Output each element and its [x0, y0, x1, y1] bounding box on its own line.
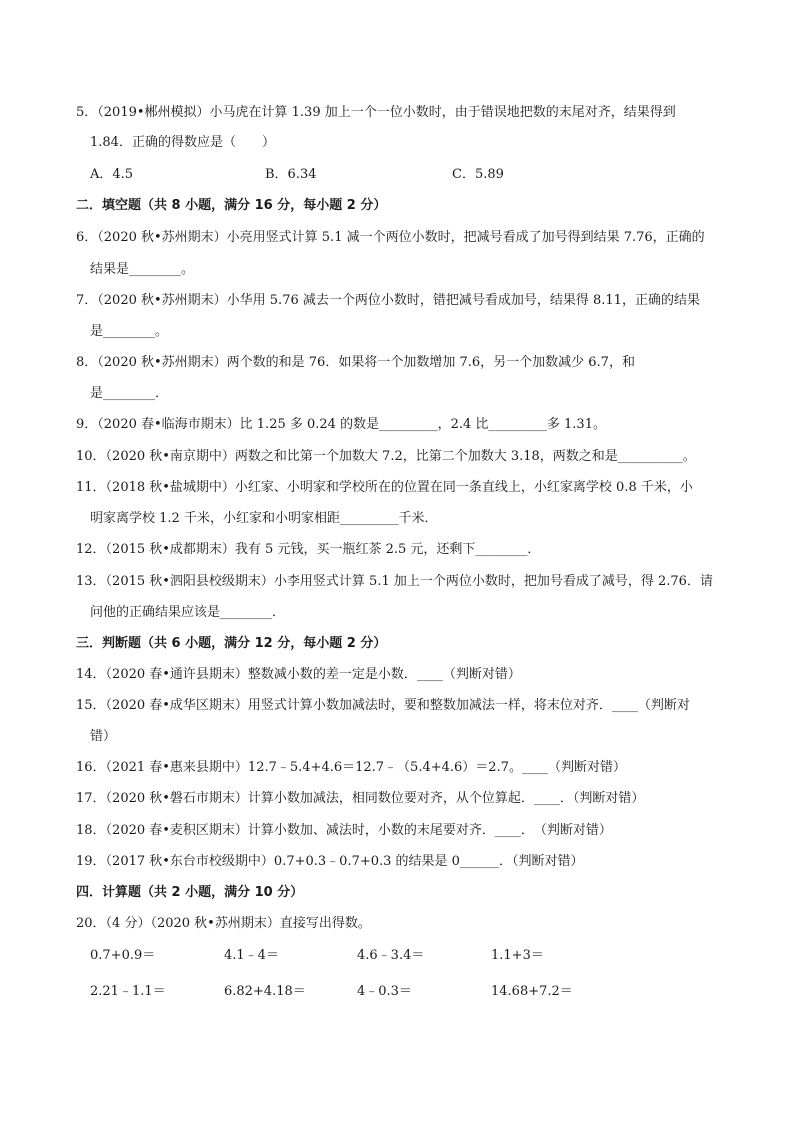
- question-8-line-2: 是________．: [90, 386, 169, 401]
- calc-item: 1.1+3＝: [491, 948, 544, 963]
- question-15-line-2: 错）: [90, 729, 117, 744]
- question-17: 17．（2020 秋•磐石市期末）计算小数加减法，相同数位要对齐，从个位算起．____．（判断对错）: [76, 791, 645, 806]
- calc-item: 4.1﹣4＝: [224, 948, 279, 963]
- calc-item: 4﹣0.3＝: [357, 984, 412, 999]
- question-13-line-1: 13．（2015 秋•泗阳县校级期末）小李用竖式计算 5.1 加上一个两位小数时，把加号看成了减号，得 2.76．请: [76, 574, 713, 589]
- question-16: 16．（2021 春•惠来县期中）12.7﹣5.4+4.6＝12.7﹣（5.4+4.6）＝2.7。____（判断对错）: [76, 760, 626, 775]
- question-7-line-1: 7．（2020 秋•苏州期末）小华用 5.76 减去一个两位小数时，错把减号看成加号，结果得 8.11，正确的结果: [76, 293, 700, 308]
- question-10: 10．（2020 秋•南京期中）两数之和比第一个加数大 7.2，比第二个加数大 3.18，两数之和是__________。: [76, 449, 696, 464]
- question-8-line-1: 8．（2020 秋•苏州期末）两个数的和是 76．如果将一个加数增加 7.6，另一个加数减少 6.7，和: [76, 355, 635, 370]
- calc-item: 14.68+7.2＝: [491, 984, 573, 999]
- question-9: 9．（2020 春•临海市期末）比 1.25 多 0.24 的数是_________，2.4 比_________多 1.31。: [76, 417, 606, 432]
- question-19: 19．（2017 秋•东台市校级期中）0.7+0.3﹣0.7+0.3 的结果是 0______．（判断对错）: [76, 854, 584, 869]
- question-11-line-2: 明家离学校 1.2 千米，小红家和小明家相距_________千米．: [90, 511, 438, 526]
- question-13-line-2: 问他的正确结果应该是________．: [90, 605, 286, 620]
- question-12: 12．（2015 秋•成都期末）我有 5 元钱，买一瓶红茶 2.5 元，还剩下________．: [76, 542, 541, 557]
- calc-item: 2.21﹣1.1＝: [90, 984, 166, 999]
- question-5-line-2: 1.84．正确的得数应是（ ）: [90, 135, 275, 150]
- question-5-option-a: A．4.5: [90, 167, 134, 182]
- question-15-line-1: 15．（2020 春•成华区期末）用竖式计算小数加减法时，要和整数加减法一样，将末位对齐．____（判断对: [76, 698, 690, 713]
- question-18: 18．（2020 春•麦积区期末）计算小数加、减法时，小数的末尾要对齐．____． （判断对错）: [76, 823, 612, 838]
- section-4-heading: 四．计算题（共 2 小题，满分 10 分）: [76, 885, 304, 900]
- question-6-line-2: 结果是________。: [90, 262, 195, 277]
- question-6-line-1: 6．（2020 秋•苏州期末）小亮用竖式计算 5.1 减一个两位小数时，把减号看成了加号得到结果 7.76，正确的: [76, 230, 705, 245]
- question-7-line-2: 是________。: [90, 324, 169, 339]
- question-20-stem: 20．（4 分）（2020 秋•苏州期末）直接写出得数。: [76, 916, 371, 931]
- calc-item: 0.7+0.9＝: [90, 948, 156, 963]
- section-2-heading: 二．填空题（共 8 小题，满分 16 分，每小题 2 分）: [76, 198, 387, 213]
- question-11-line-1: 11．（2018 秋•盐城期中）小红家、小明家和学校所在的位置在同一条直线上，小红家离学校 0.8 千米，小: [76, 480, 693, 495]
- question-5-line-1: 5．（2019•郴州模拟）小马虎在计算 1.39 加上一个一位小数时，由于错误地把数的末尾对齐，结果得到: [76, 105, 676, 120]
- section-3-heading: 三．判断题（共 6 小题，满分 12 分，每小题 2 分）: [76, 636, 387, 651]
- question-5-option-b: B．6.34: [265, 167, 317, 182]
- question-5-option-c: C．5.89: [452, 167, 504, 182]
- calc-item: 4.6﹣3.4＝: [357, 948, 425, 963]
- calc-item: 6.82+4.18＝: [224, 984, 306, 999]
- question-14: 14．（2020 春•通许县期末）整数减小数的差一定是小数．____（判断对错）: [76, 667, 521, 682]
